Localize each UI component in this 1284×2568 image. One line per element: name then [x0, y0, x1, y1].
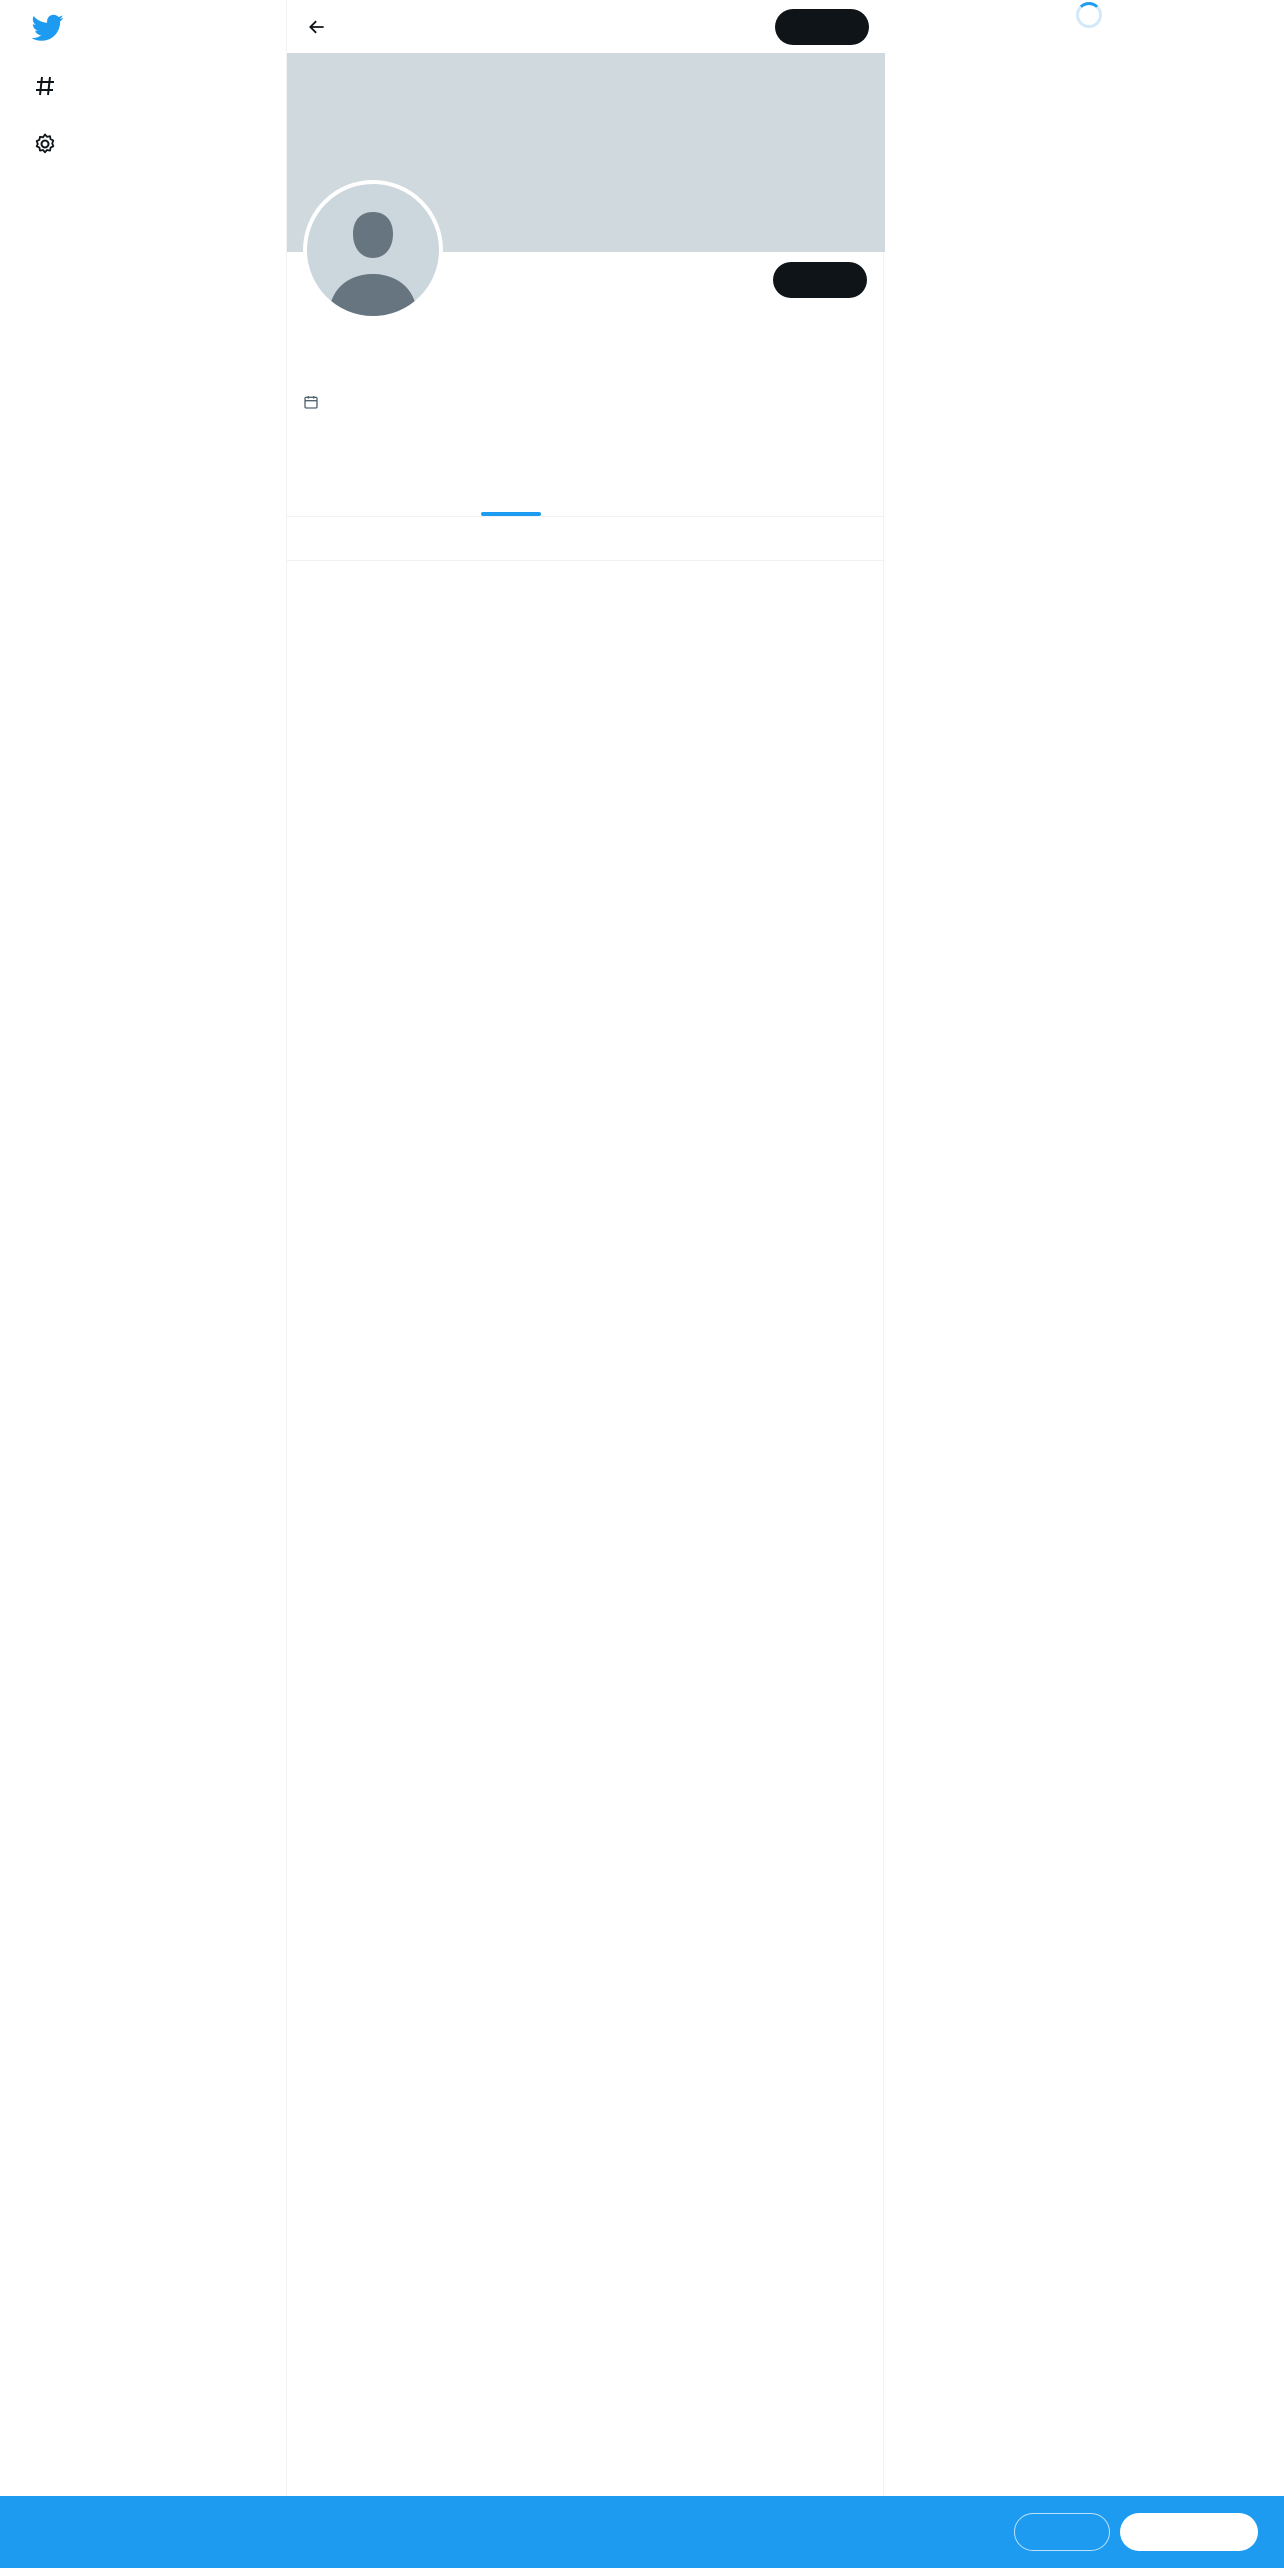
- profile-avatar[interactable]: [303, 180, 443, 320]
- profile-stats: [303, 428, 351, 444]
- hashtag-icon: [32, 73, 58, 99]
- left-nav: [0, 0, 286, 2568]
- profile-tabs: [287, 464, 885, 517]
- topics-subtitle: [287, 530, 885, 532]
- profile-column: [286, 0, 884, 2568]
- twitter-bird-icon[interactable]: [32, 14, 64, 44]
- tab-likes[interactable]: [736, 464, 886, 516]
- nav-settings[interactable]: [32, 124, 80, 164]
- profile-follow-button[interactable]: [773, 262, 867, 298]
- header-follow-button[interactable]: [775, 9, 869, 45]
- recommended-topics: [287, 518, 885, 561]
- profile-join-date: [303, 394, 325, 414]
- back-button[interactable]: [299, 9, 335, 45]
- followers-link[interactable]: [327, 428, 331, 444]
- tweet-feed: [287, 518, 885, 561]
- login-button[interactable]: [1014, 2513, 1110, 2551]
- calendar-icon: [303, 394, 319, 414]
- nav-explore[interactable]: [32, 66, 80, 106]
- loading-spinner: [1076, 2, 1102, 28]
- signup-banner: [0, 2496, 1284, 2568]
- profile-header-bar: [287, 0, 885, 53]
- gear-icon: [32, 131, 58, 157]
- following-link[interactable]: [303, 428, 307, 444]
- tab-media[interactable]: [586, 464, 736, 516]
- arrow-left-icon: [307, 17, 327, 37]
- tab-tweets-and-replies[interactable]: [437, 464, 587, 516]
- tab-tweets[interactable]: [287, 464, 437, 516]
- signup-button[interactable]: [1120, 2513, 1258, 2551]
